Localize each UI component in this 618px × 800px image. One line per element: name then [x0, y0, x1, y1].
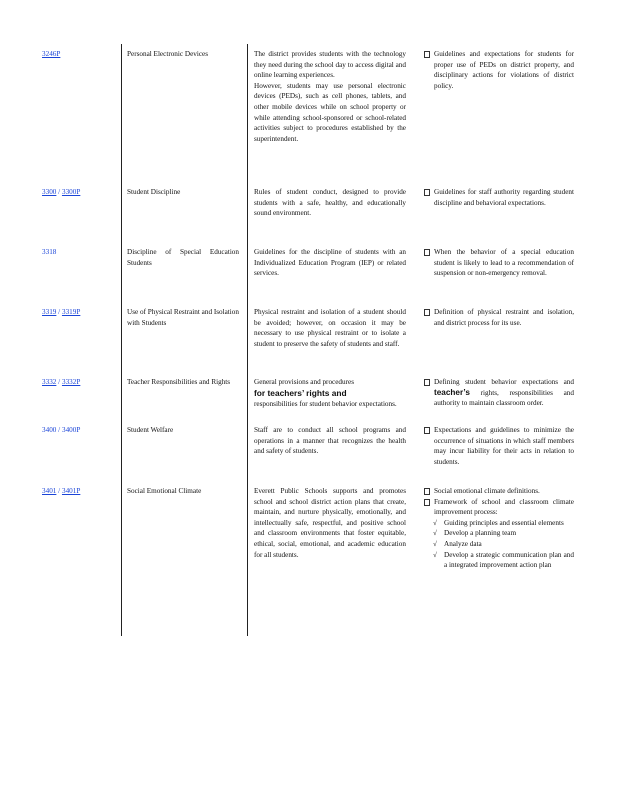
policy-link-3319p[interactable]: 3319P: [61, 308, 81, 316]
policy-title: Student Discipline: [127, 188, 181, 196]
policy-link-3319[interactable]: 3319: [42, 308, 57, 316]
column-divider-title: [121, 44, 122, 636]
check-icon: √: [433, 518, 437, 527]
code-separator: /: [58, 308, 61, 316]
checklist-text: Develop a planning team: [444, 529, 517, 538]
policy-title: Use of Physical Restraint and Isolation with Students: [127, 308, 239, 327]
policy-title: Social Emotional Climate: [127, 487, 202, 495]
check-icon: √: [433, 529, 437, 538]
checklist-item: [424, 528, 574, 539]
checklist-item: [424, 550, 574, 571]
policy-link-3246p[interactable]: 3246P: [42, 50, 61, 58]
policy-title: Teacher Responsibilities and Rights: [127, 378, 231, 386]
description-emphasis: for teachers’ rights and: [254, 387, 347, 398]
checklist-item: [424, 539, 574, 550]
policy-description: Everett Public Schools supports and promotes school and school district action plans that create, maintain, and nurture physically, emotionally, and intellectually safe, respectful, and positive school and classroom environments that foster equitable, ethical, social, emotional, and academic education for all students.: [254, 487, 406, 559]
policy-description: [254, 377, 406, 409]
policy-description: Physical restraint and isolation of a student should be avoided; however, on occasion it may be necessary to use physical restraint or to isolate a student to preserve the safety of students and staff.: [254, 308, 406, 348]
description-paragraph: However, students may use personal electronic devices (PEDs), such as cell phones, tablets, and other mobile devices while on school property or while attending school-sponsored or school-related activities subject to procedures established by the superintendent.: [254, 81, 406, 143]
policy-code: [42, 247, 118, 258]
bullet-text: rights, responsibilities and authority to maintain classroom order.: [434, 388, 574, 408]
policy-link-3400p[interactable]: 3400P: [61, 426, 81, 434]
procedure-notes: [424, 49, 574, 91]
policy-code: [42, 187, 118, 198]
bullet-item: Definition of physical restraint and isolation, and district process for its use.: [424, 307, 574, 328]
bullet-item: Framework of school and classroom climate improvement process:: [424, 497, 574, 518]
check-icon: √: [433, 550, 437, 559]
policy-link-3332p[interactable]: 3332P: [61, 378, 81, 386]
policy-link-3401p[interactable]: 3401P: [61, 487, 81, 495]
policy-link-3332[interactable]: 3332: [42, 378, 57, 386]
policy-link-3300p[interactable]: 3300P: [61, 188, 81, 196]
policy-code: [42, 307, 118, 318]
checklist-text: Guiding principles and essential elements: [444, 518, 564, 527]
procedure-notes: [424, 307, 574, 328]
policy-code: [42, 49, 118, 60]
bullet-item: Expectations and guidelines to minimize the occurrence of situations in which staff members may incur liability for their acts in relation to students.: [424, 425, 574, 467]
policy-link-3300[interactable]: 3300: [42, 188, 57, 196]
bullet-item: Social emotional climate definitions.: [424, 486, 574, 497]
check-icon: √: [433, 539, 437, 548]
checklist-item: [424, 518, 574, 529]
policy-title: Personal Electronic Devices: [127, 50, 209, 58]
bullet-item: Guidelines and expectations for students for proper use of PEDs on district property, and disciplinary actions for violations of district policy.: [424, 49, 574, 91]
policy-description: Rules of student conduct, designed to provide students with a safe, healthy, and educationally sound environment.: [254, 188, 406, 218]
policy-link-3318[interactable]: 3318: [42, 248, 57, 256]
bullet-text: Defining student behavior expectations and: [434, 378, 574, 386]
policy-link-3400[interactable]: 3400: [42, 426, 57, 434]
policy-description: Staff are to conduct all school programs and operations in a manner that recognizes the health and safety of students.: [254, 426, 406, 456]
policy-title: Student Welfare: [127, 426, 174, 434]
code-separator: /: [58, 378, 61, 386]
checklist-text: Develop a strategic communication plan and a integrated improvement action plan: [444, 550, 574, 570]
bullet-emphasis: teacher’s: [434, 387, 470, 397]
procedure-notes: [424, 247, 574, 279]
policy-code: [42, 377, 118, 388]
policy-link-3401[interactable]: 3401: [42, 487, 57, 495]
code-separator: /: [58, 487, 61, 495]
description-paragraph: General provisions and procedures: [254, 378, 354, 386]
checklist-text: Analyze data: [444, 539, 482, 548]
policy-title: Discipline of Special Education Students: [127, 248, 239, 267]
policy-description: Guidelines for the discipline of students with an Individualized Education Program (IEP) or related services.: [254, 248, 406, 278]
policy-code: [42, 486, 118, 497]
policy-code: [42, 425, 118, 436]
procedure-notes: [424, 486, 574, 571]
code-separator: /: [58, 188, 61, 196]
description-paragraph: The district provides students with the technology they need during the school day to access digital and online learning experiences.: [254, 50, 406, 80]
description-paragraph: responsibilities for student behavior expectations.: [254, 399, 397, 408]
bullet-item: [424, 377, 574, 409]
procedure-notes: [424, 187, 574, 208]
policy-description: [254, 49, 406, 144]
column-divider-description: [247, 44, 248, 636]
bullet-item: Guidelines for staff authority regarding student discipline and behavioral expectations.: [424, 187, 574, 208]
procedure-notes: [424, 425, 574, 467]
bullet-item: When the behavior of a special education student is likely to lead to a recommendation of suspension or non-emergency removal.: [424, 247, 574, 279]
procedure-notes: [424, 377, 574, 409]
code-separator: /: [58, 426, 61, 434]
